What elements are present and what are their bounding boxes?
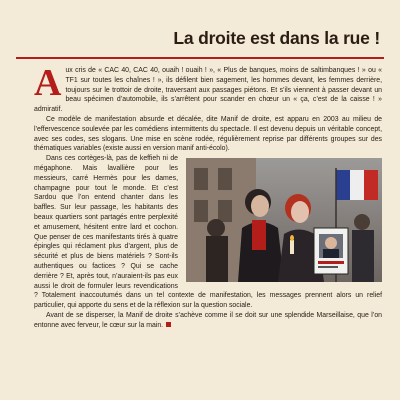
- protest-photo: [186, 158, 382, 282]
- paragraph-4: [34, 311, 382, 331]
- article-title: La droite est dans la rue !: [173, 28, 380, 48]
- article-body: [34, 62, 382, 331]
- end-of-article-mark: [166, 322, 171, 327]
- paragraph-2: Ce modèle de manifestation absurde et décalée, dite Manif de droite, est apparu en 2003 au milieu de l’effervescence soulevée par les comédiens intermittents du spectacle. Il est devenu depuis un véritable concept, avec ses codes, ses slogans. Une mise en scène rodée, régulièrement reprise par différents groupes sur des thématiques variables (existe aussi en version manif anti-écolo).: [34, 115, 382, 153]
- paragraph-4-text: Avant de se disperser, la Manif de droite s’achève comme il se doit sur une splendide Marseillaise, que l’on entonne avec ferveur, le cœur sur la main.: [34, 311, 382, 329]
- drop-cap: A: [34, 62, 62, 104]
- protest-photo-illustration: [186, 158, 382, 282]
- paragraph-1: ux cris de « CAC 40, CAC 40, ouaih ! ouaih ! », « Plus de banques, moins de saltimbanques ! » ou « TF1 sur toutes les chaînes ! », ils défilent bien sagement, les hommes devant, les femmes derrière, toujours sur le trottoir de droite, traversant aux passages piétons. Et s’ils viennent à passer devant un beau spécimen d’automobile, ils s’arrêtent pour scander en chœur un « ça, c’est de la caisse ! » admiratif.: [34, 67, 382, 114]
- title-divider: [16, 57, 384, 59]
- paragraph-3: Dans ces cortèges-là, pas de keffieh ni de mégaphone. Mais lavallière pour les messieurs, carré Hermès pour les dames, champagne pour tout le monde. Et c’est Sardou que l’on entend chanter dans les baffles. Sur leur passage, les habitants des beaux quartiers sont partagés entre perplexité et amusement, hésitent entre lard et cochon. Que penser de ces manifestants tirés à quatre épingles qui réclament plus d’argent, plus de sécurité et plus de biens matériels ? Sont-ils authentiques ou factices ? Qui se cache derrière ? Et, après tout, n’auraient-ils pas eux aussi le droit de formuler leurs revendications ? Totalement inaccoutumés dans un tel contexte de manifestation, les messages prennent alors un relief particulier, qui apporte du sens et de la réflexion sur la question sociale.: [34, 155, 382, 310]
